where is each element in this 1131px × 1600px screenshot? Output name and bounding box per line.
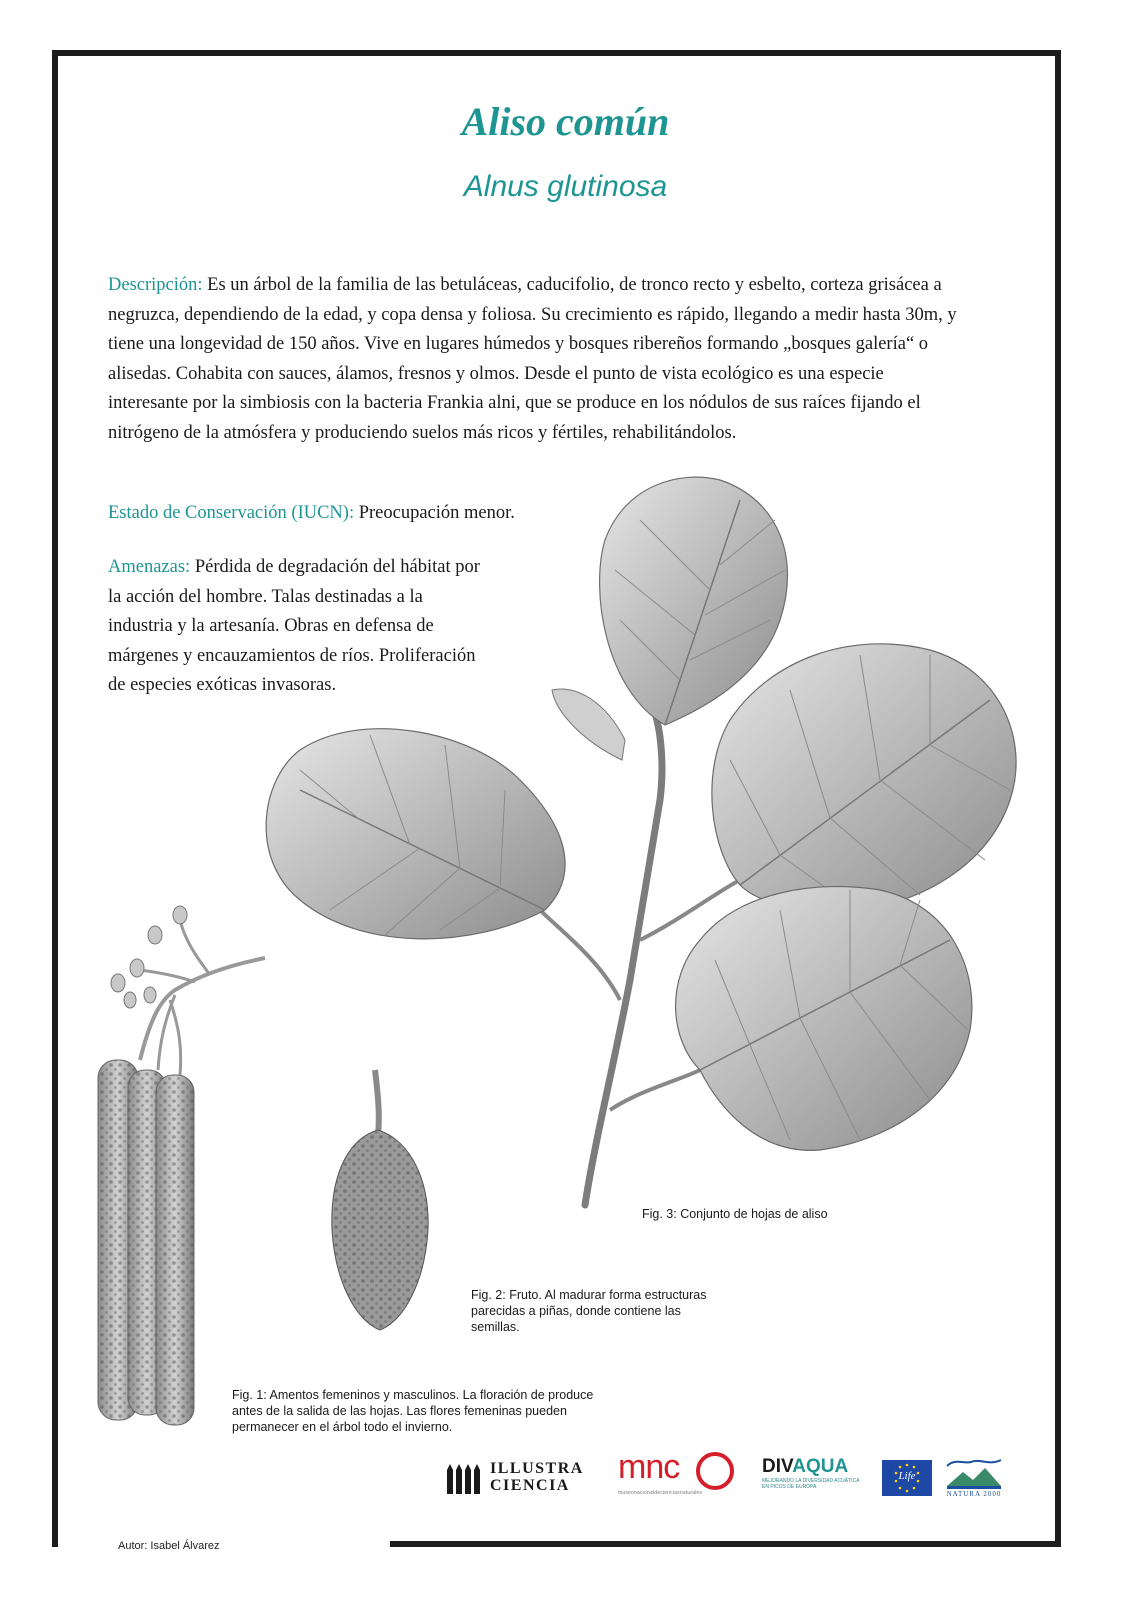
natura-landscape-icon [943,1456,1005,1490]
pencils-icon [446,1464,482,1494]
eu-life-logo [882,1460,932,1496]
catkins-illustration [98,906,265,1425]
threats-text: Pérdida de degradación del hábitat por la acción del hombre. Talas destinadas a la industria y la artesanía. Obras en defensa de márgenes y encauzamientos de ríos. Proliferación de especies exóticas invasoras. [108,557,480,695]
divaqua-logo [762,1456,862,1502]
figure-2-caption: Fig. 2: Fruto. Al madurar forma estructuras parecidas a piñas, donde contiene las semillas. [471,1288,707,1334]
page-title: Aliso común [461,99,670,144]
mncn-text: mnc [618,1448,680,1486]
mncn-ring-icon [696,1452,734,1490]
fruit-cone-illustration [332,1070,428,1330]
figure-3-caption: Fig. 3: Conjunto de hojas de aliso [642,1207,828,1221]
scientific-name: Alnus glutinosa [463,170,668,203]
illustra-line1: ILLUSTRA [490,1460,584,1477]
natura2000-logo [943,1456,1005,1500]
figure-1-caption: Fig. 1: Amentos femeninos y masculinos. La floración de produce antes de la salida de las hojas. Las flores femeninas pueden permanecer en el árbol todo el invierno. [232,1388,594,1434]
conservation-text: Preocupación menor. [358,503,515,523]
mncn-subtitle: museonacionaldecienciasnaturales [618,1490,703,1496]
divaqua-part-b: AQUA [792,1456,849,1477]
threats-label: Amenazas: [108,557,191,577]
description-label: Descripción: [108,275,203,295]
life-text: Life [898,1470,916,1482]
mncn-logo [618,1448,750,1500]
ciencia-line2: CIENCIA [490,1477,570,1494]
divaqua-part-a: DIV [762,1456,793,1477]
illustraciencia-logo [446,1460,594,1496]
author-credit: Autor: Isabel Álvarez [118,1540,220,1552]
natura-text: NATURA 2000 [946,1490,1002,1498]
divaqua-subtitle: MEJORANDO LA DIVERSIDAD ACUÁTICA EN PICOS DE EUROPA [762,1478,860,1490]
illustraciencia-text [490,1460,584,1494]
description-text: Es un árbol de la familia de las betuláceas, caducifolio, de tronco recto y esbelto, corteza grisácea a negruzca, dependiendo de la edad, y copa densa y foliosa. Su crecimiento es rápido, llegando a medir hasta 30m, y tiene una longevidad de 150 años. Vive en lugares húmedos y bosques ribereños formando „bosques galería“ o alisedas. Cohabita con sauces, álamos, fresnos y olmos. Desde el punto de vista ecológico es una especie interesante por la simbiosis con la bacteria Frankia alni, que se produce en los nódulos de sus raíces fijando el nitrógeno de la atmósfera y produciendo suelos más ricos y fértiles, rehabilitándolos. [108,275,957,443]
conservation-label: Estado de Conservación (IUCN): [108,503,355,523]
